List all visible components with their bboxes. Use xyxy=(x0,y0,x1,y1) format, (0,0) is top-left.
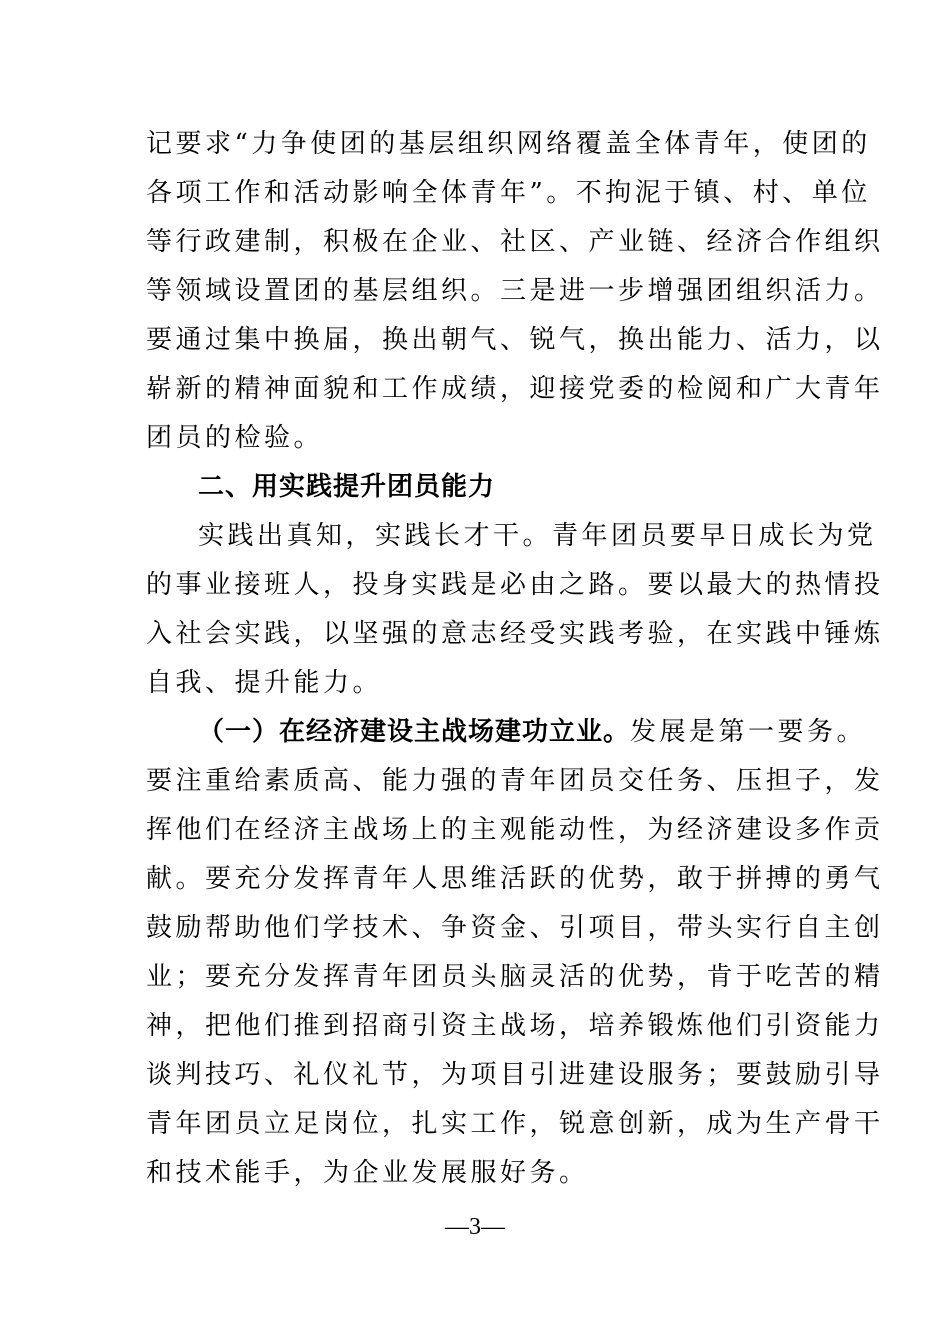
text-line: 献。要充分发挥青年人思维活跃的优势，敢于拼搏的勇气 xyxy=(146,864,884,894)
text-line: 神，把他们推到招商引资主战场，培养锻炼他们引资能力 xyxy=(146,1011,884,1041)
text-line: 等领域设置团的基层组织。三是进一步增强团组织活力。 xyxy=(146,276,884,306)
text-line: 实践出真知，实践长才干。青年团员要早日成长为党 xyxy=(198,521,877,551)
text-line: 和技术能手，为企业发展服好务。 xyxy=(146,1158,589,1188)
text-line: 入社会实践，以坚强的意志经受实践考验，在实践中锤炼 xyxy=(146,619,884,649)
text-line: 的事业接班人，投身实践是必由之路。要以最大的热情投 xyxy=(146,570,884,600)
text-line: 鼓励帮助他们学技术、争资金、引项目，带头实行自主创 xyxy=(146,913,884,943)
text-line: 记要求“力争使团的基层组织网络覆盖全体青年，使团的 xyxy=(146,129,871,159)
text-line: 要通过集中换届，换出朝气、锐气，换出能力、活力，以 xyxy=(146,325,884,355)
text-line: 要注重给素质高、能力强的青年团员交任务、压担子，发 xyxy=(146,766,884,796)
text-line: 自我、提升能力。 xyxy=(146,668,383,698)
text-line: 挥他们在经济主战场上的主观能动性，为经济建设多作贡 xyxy=(146,815,884,845)
text-line: 谈判技巧、礼仪礼节，为项目引进建设服务；要鼓励引导 xyxy=(146,1060,884,1090)
text-line: 青年团员立足岗位，扎实工作，锐意创新，成为生产骨干 xyxy=(146,1109,884,1139)
subsection-lead-line xyxy=(198,716,867,748)
section-heading: 二、用实践提升团员能力 xyxy=(198,472,496,502)
text-line: 业；要充分发挥青年团员头脑灵活的优势，肯于吃苦的精 xyxy=(146,962,884,992)
subsection-lead-text: 发展是第一要务。 xyxy=(630,717,867,747)
subsection-heading: （一）在经济建设主战场建功立业。 xyxy=(198,717,631,747)
text-line: 崭新的精神面貌和工作成绩，迎接党委的检阅和广大青年 xyxy=(146,374,884,404)
text-line: 各项工作和活动影响全体青年”。不拘泥于镇、村、单位 xyxy=(146,178,871,208)
text-line: 等行政建制，积极在企业、社区、产业链、经济合作组织 xyxy=(146,227,884,257)
page-number: —3— xyxy=(445,1214,505,1240)
text-line: 团员的检验。 xyxy=(146,423,324,453)
